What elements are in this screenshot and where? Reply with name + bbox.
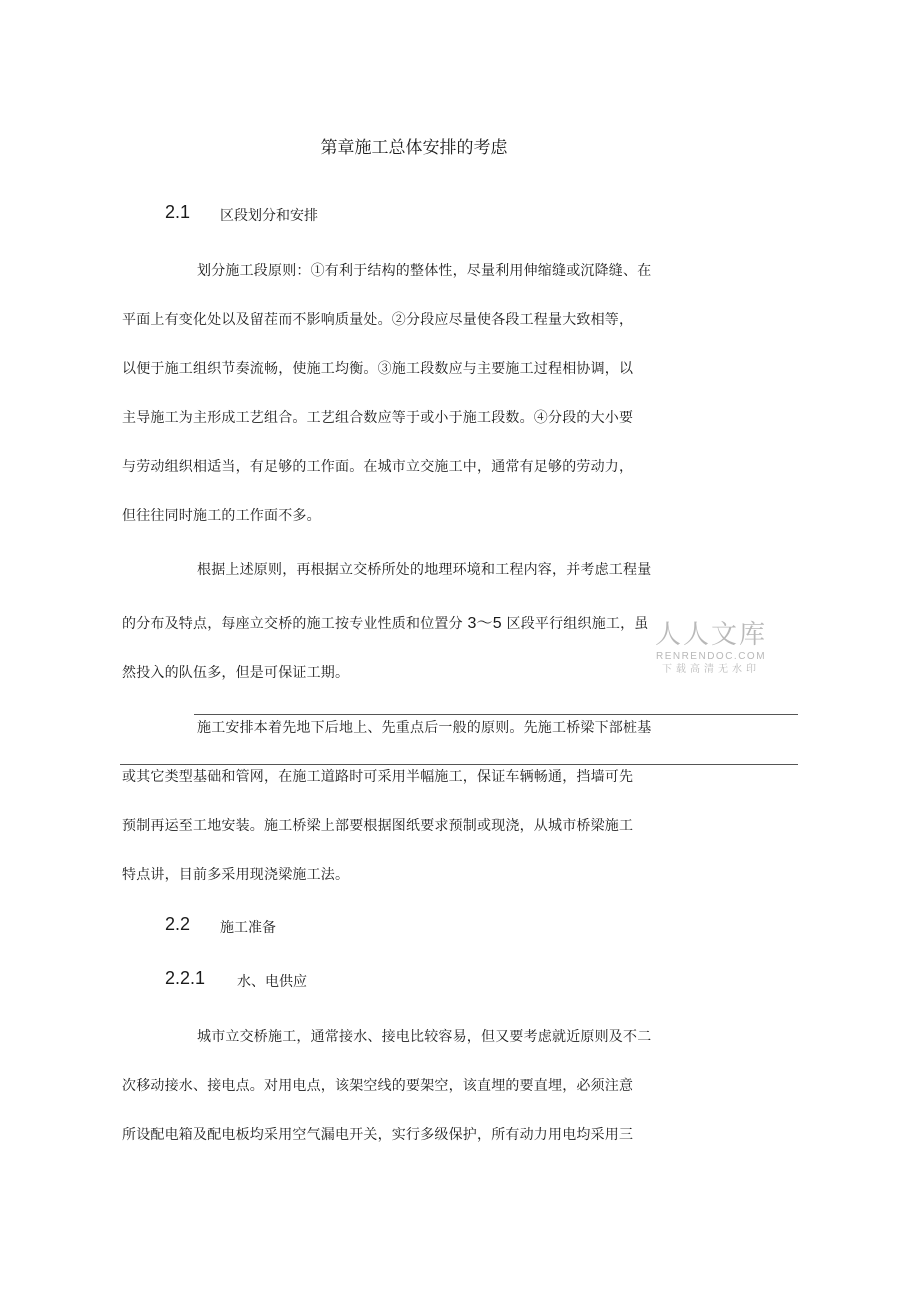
paragraph-2-text-before: 的分布及特点，每座立交桥的施工按专业性质和位置分 bbox=[122, 616, 468, 632]
horizontal-rule bbox=[120, 764, 798, 765]
section-2-2-1-heading: 水、电供应 bbox=[237, 974, 307, 990]
horizontal-rule bbox=[194, 714, 798, 715]
paragraph-3-line: 预制再运至工地安装。施工桥梁上部要根据图纸要求预制或现浇，从城市桥梁施工 bbox=[122, 818, 634, 834]
watermark-url: RENRENDOC.COM bbox=[655, 651, 767, 662]
paragraph-1-line: 主导施工为主形成工艺组合。工艺组合数应等于或小于施工段数。④分段的大小要 bbox=[122, 410, 634, 426]
paragraph-1-line: 以便于施工组织节奏流畅，使施工均衡。③施工段数应与主要施工过程相协调，以 bbox=[122, 361, 634, 377]
paragraph-1-line: 与劳动组织相适当，有足够的工作面。在城市立交施工中，通常有足够的劳动力， bbox=[122, 459, 634, 475]
section-2-1-number: 2.1 bbox=[165, 202, 191, 222]
paragraph-2-line bbox=[122, 610, 649, 633]
section-2-2-heading: 施工准备 bbox=[220, 920, 276, 936]
watermark-tagline: 下载高清无水印 bbox=[662, 664, 760, 675]
section-2-1-heading: 区段划分和安排 bbox=[220, 208, 318, 224]
paragraph-4-line: 所设配电箱及配电板均采用空气漏电开关，实行多级保护，所有动力用电均采用三 bbox=[122, 1127, 634, 1143]
paragraph-2-text-after: 区段平行组织施工，虽 bbox=[501, 616, 649, 632]
paragraph-4-line: 次移动接水、接电点。对用电点，该架空线的要架空，该直埋的要直埋，必须注意 bbox=[122, 1078, 634, 1094]
range-number: 3〜5 bbox=[467, 615, 502, 632]
paragraph-1-line: 划分施工段原则：①有利于结构的整体性，尽量利用伸缩缝或沉降缝、在 bbox=[197, 263, 652, 279]
paragraph-2-line: 然投入的队伍多，但是可保证工期。 bbox=[122, 665, 350, 681]
paragraph-1-line: 平面上有变化处以及留茬而不影响质量处。②分段应尽量使各段工程量大致相等， bbox=[122, 312, 634, 328]
paragraph-3-line: 或其它类型基础和管网，在施工道路时可采用半幅施工，保证车辆畅通，挡墙可先 bbox=[122, 769, 634, 785]
paragraph-3-line: 施工安排本着先地下后地上、先重点后一般的原则。先施工桥梁下部桩基 bbox=[197, 720, 652, 736]
paragraph-2-line: 根据上述原则，再根据立交桥所处的地理环境和工程内容，并考虑工程量 bbox=[197, 562, 652, 578]
section-2-2-1-number: 2.2.1 bbox=[165, 968, 206, 988]
paragraph-1-line: 但往往同时施工的工作面不多。 bbox=[122, 508, 321, 524]
chapter-title: 第章施工总体安排的考虑 bbox=[320, 138, 508, 158]
paragraph-3-line: 特点讲，目前多采用现浇梁施工法。 bbox=[122, 867, 350, 883]
paragraph-4-line: 城市立交桥施工，通常接水、接电比较容易，但又要考虑就近原则及不二 bbox=[197, 1029, 652, 1045]
watermark bbox=[646, 620, 776, 677]
watermark-brand: 人人文库 bbox=[654, 620, 767, 650]
section-2-2-number: 2.2 bbox=[165, 914, 191, 934]
